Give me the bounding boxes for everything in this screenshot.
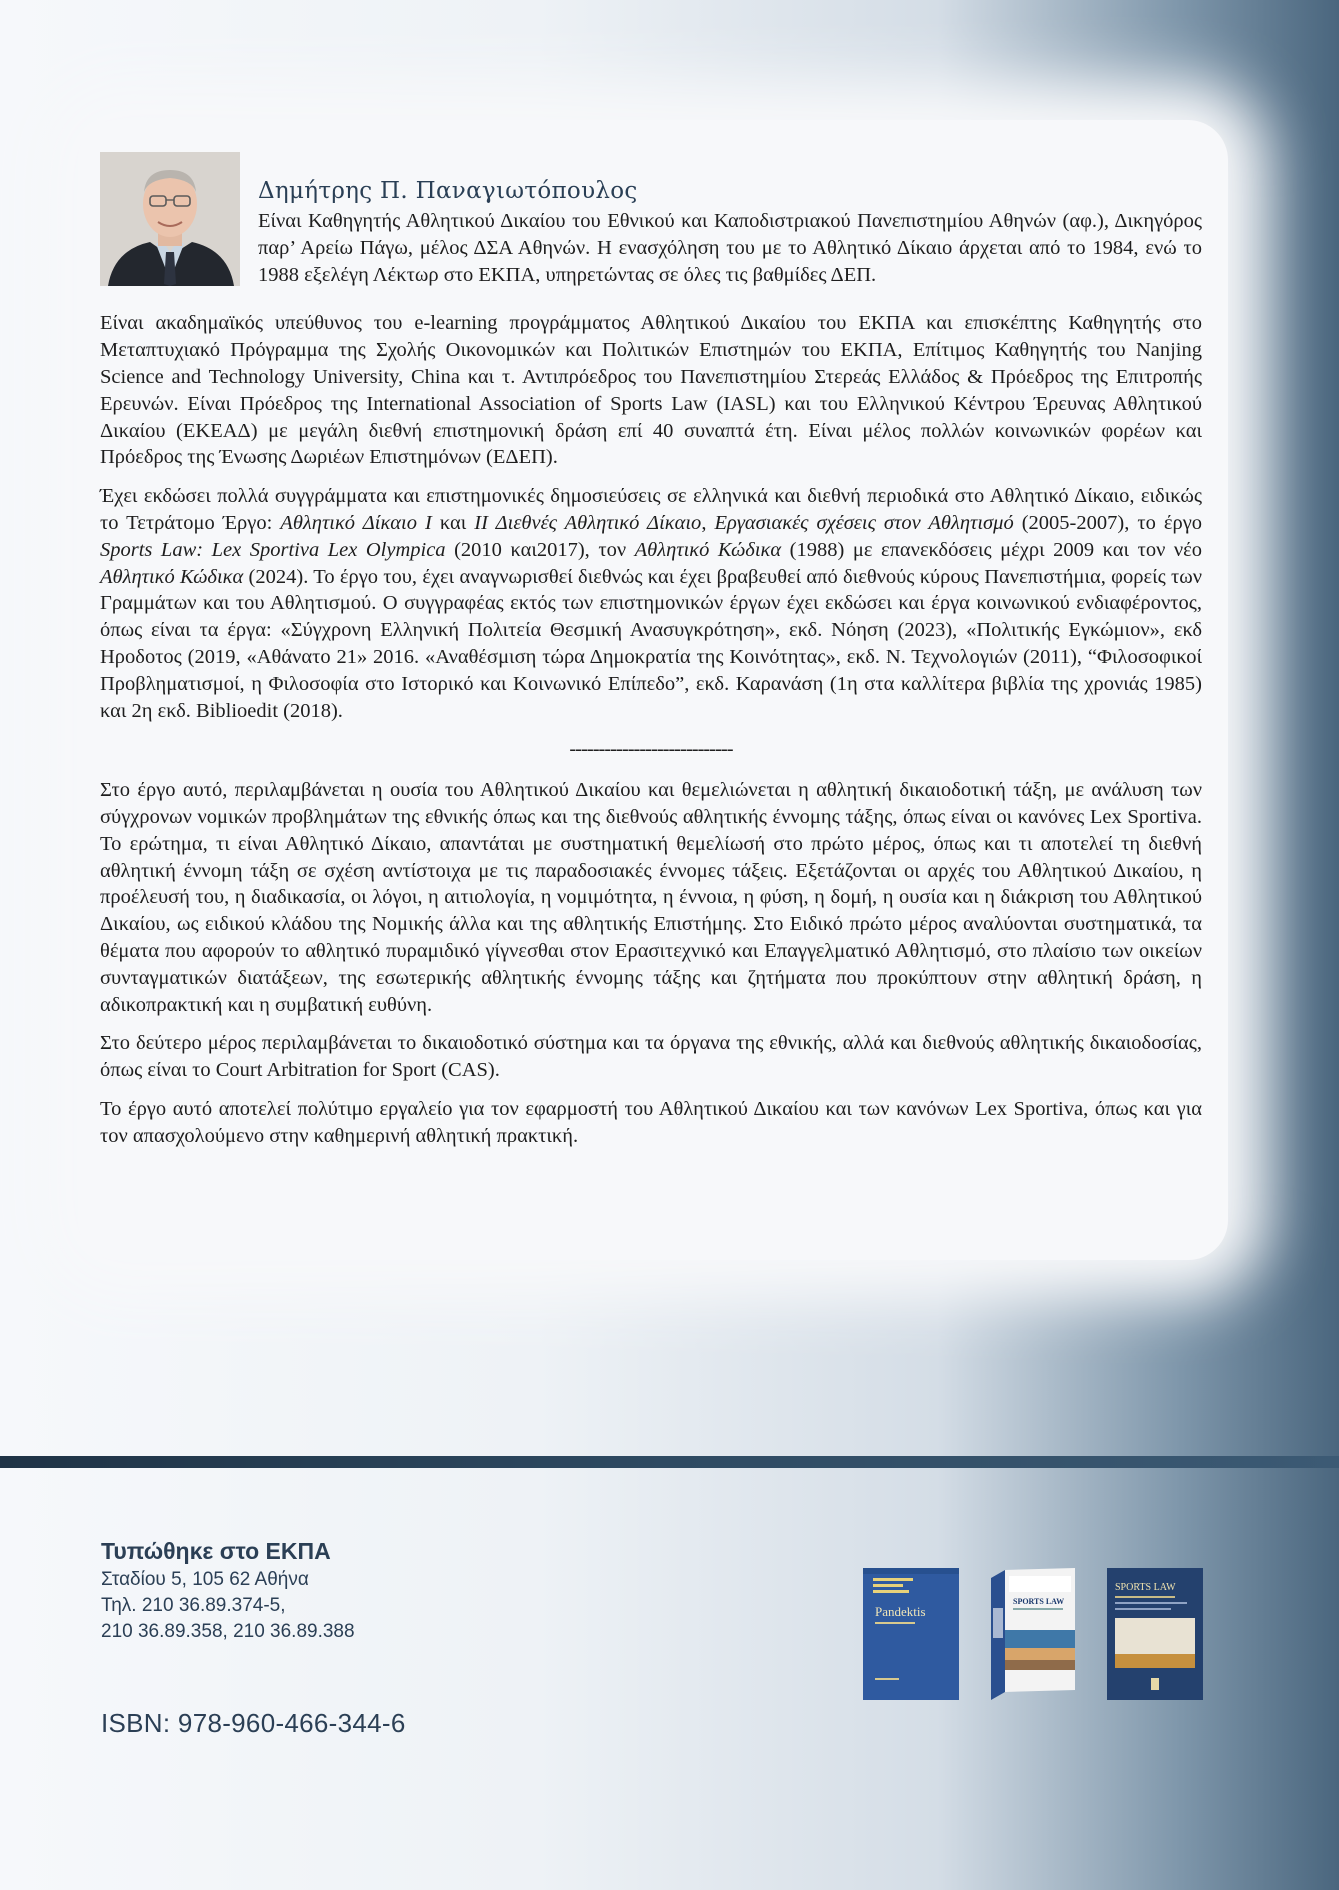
section-separator: ----------------------------	[569, 738, 733, 761]
imprint-phone-1: Τηλ. 210 36.89.374-5,	[101, 1595, 286, 1616]
book-title-1: Pandektis	[875, 1604, 926, 1619]
author-header	[258, 176, 1202, 288]
publications-paragraph	[100, 483, 1202, 724]
book-cover-pandektis	[863, 1568, 959, 1705]
pub-text-6: (1988) με επανεκδόσεις μέχρι 2009 και τον νέο	[781, 538, 1203, 561]
pub-text-5: (2010 και2017), τον	[445, 538, 635, 561]
pub-text-3: ,	[701, 511, 715, 534]
isbn: ISBN: 978-960-466-344-6	[101, 1708, 406, 1738]
divider-bar	[0, 1456, 1339, 1468]
pub-title-2: ΙΙ Διεθνές Αθλητικό Δίκαιο	[474, 511, 702, 534]
pub-text-1: Έχει εκδώσει πολλά συγγράμματα και επιστημονικές δημοσιεύσεις σε ελληνικά και διεθνή περιοδικά στο Αθλητικό Δίκαιο, ειδικώς το Τετράτομο Έργο:	[100, 485, 1202, 534]
pub-title-1: Αθλητικό Δίκαιο Ι	[280, 511, 432, 534]
pub-text-7: (2024). Το έργο του, έχει αναγνωρισθεί διεθνώς και έχει βραβευθεί από διεθνούς κύρους Πανεπιστήμια, φορείς των Γραμμάτων και του Αθλητισμού. Ο συγγραφέας εκτός των επιστημονικών έργων έχει εκδώσει και έργα κοινωνικού ενδιαφέροντος, όπως είναι τα έργα: «Σύγχρονη Ελληνική Πολιτεία Θεσμική Ανασυγκρότηση», εκδ. Νόηση (2023), «Πολιτικής Εγκώμιον», εκδ Ηροδοτος (2019, «Αθάνατο 21» 2016. «Αναθέσμιση τώρα Δημοκρατία της Κοινότητας», εκδ. Ν. Τεχνολογιών (2011), “Φιλοσοφικοί Προβληματισμοί, η Φιλοσοφία στο Ιστορικό και Κοινωνικό Επίπεδο”, εκδ. Καρανάση (1η στα καλλίτερα βιβλία της χρονιάς 1985) και 2η εκδ. Biblioedit (2018).	[100, 565, 1202, 722]
pub-title-3: Εργασιακές σχέσεις στον Αθλητισμό	[714, 511, 1014, 534]
imprint-phone-2: 210 36.89.358, 210 36.89.388	[101, 1621, 355, 1642]
description-paragraph-3: Το έργο αυτό αποτελεί πολύτιμο εργαλείο για τον εφαρμοστή του Αθλητικού Δικαίου και των κανόνων Lex Sportiva, όπως και για τον απασχολούμενο στην καθημερινή αθλητική πρακτική.	[100, 1097, 1202, 1147]
book-cover-sports-law	[1107, 1568, 1203, 1705]
pub-title-4: Sports Law: Lex Sportiva Lex Olympica	[100, 538, 446, 561]
back-cover-text	[100, 152, 1202, 1162]
imprint-address: Σταδίου 5, 105 62 Αθήνα	[101, 1569, 309, 1590]
author-name: Δημήτρης Π. Παναγιωτόπουλος	[258, 178, 638, 204]
book-cover-sports-law-box	[991, 1568, 1077, 1705]
description-paragraph-1: Στο έργο αυτό, περιλαμβάνεται η ουσία του Αθλητικού Δικαίου και θεμελιώνεται η αθλητική δικαιοδοτική τάξη, με ανάλυση των σύγχρονων νομικών προβλημάτων της εθνικής όπως και της διεθνούς αθλητικής έννομης τάξης, όπως είναι οι κανόνες Lex Sportiva. Το ερώτημα, τι είναι Αθλητικό Δίκαιο, απαντάται με συστηματική θεμελίωσή στο πρώτο μέρος, όπως και τι αποτελεί τη διεθνή αθλητική έννομη τάξη σε σχέση αντίστοιχα με τις παραδοσιακές έννομες τάξεις. Εξετάζονται οι αρχές του Αθλητικού Δικαίου, η προέλευσή του, η διαδικασία, οι λόγοι, η αιτιολογία, η νομιμότητα, η έννοια, η φύση, η δομή, η ουσία και η διάκριση του Αθλητικού Δικαίου, ως ειδικού κλάδου της Νομικής άλλα και της αθλητικής Επιστήμης. Στο Ειδικό πρώτο μέρος αναλύονται συστηματικά, τα θέματα που αφορούν το αθλητικό πυραμιδικό γίγνεσθαι στον Ερασιτεχνικό και Επαγγελματικό Αθλητισμό, στο πλαίσιο των οικείων συνταγματικών διατάξεων, της εσωτερικής αθλητικής έννομης τάξης και ζητήματα που προκύπτουν στην αθλητική δράση, η αδικοπρακτική και η συμβατική ευθύνη.	[100, 779, 1202, 1016]
imprint-title: Τυπώθηκε στο ΕΚΠΑ	[101, 1538, 331, 1564]
imprint-block	[101, 1535, 355, 1645]
author-bio: Είναι ακαδημαϊκός υπεύθυνος του e-learning προγράμματος Αθλητικού Δικαίου του ΕΚΠΑ και επισκέπτης Καθηγητής στο Μεταπτυχιακό Πρόγραμμα της Σχολής Οικονομικών και Πολιτικών Επιστημών του ΕΚΠΑ, Επίτιμος Καθηγητής του Nanjing Science and Technology University, China και τ. Αντιπρόεδρος του Πανεπιστημίου Στερεάς Ελλάδος & Πρόεδρος της Επιτροπής Ερευνών. Είναι Πρόεδρος της International Association of Sports Law (IASL) και του Ελληνικού Κέντρου Έρευνας Αθλητικού Δικαίου (ΕΚΕΑΔ) με μεγάλη διεθνή επιστημονική δράση επί 40 συναπτά έτη. Είναι μέλος πολλών κοινωνικών φορέων και Πρόεδρος της Ένωσης Δωριέων Επιστημόνων (ΕΔΕΠ).	[100, 312, 1202, 469]
description-paragraph-2: Στο δεύτερο μέρος περιλαμβάνεται το δικαιοδοτικό σύστημα και τα όργανα της εθνικής, αλλά και διεθνούς αθλητικής δικαιοδοσίας, όπως είναι το Court Arbitration for Sport (CAS).	[100, 1032, 1202, 1082]
book-title-3: SPORTS LAW	[1115, 1582, 1176, 1593]
author-intro: Είναι Καθηγητής Αθλητικού Δικαίου του Εθνικού και Καποδιστριακού Πανεπιστημίου Αθηνών (αφ.), Δικηγόρος παρ’ Αρείω Πάγω, μέλος ΔΣΑ Αθηνών. Η ενασχόληση του με το Αθλητικό Δίκαιο άρχεται από το 1984, ενώ το 1988 εξελέγη Λέκτωρ στο ΕΚΠΑ, υπηρετώντας σε όλες τις βαθμίδες ΔΕΠ.	[258, 210, 1202, 286]
pub-title-6: Αθλητικό Κώδικα	[100, 565, 244, 588]
book-title-2: SPORTS LAW	[1013, 1597, 1065, 1606]
pub-text-4: (2005-2007), το έργο	[1013, 511, 1203, 534]
pub-text-2: και	[431, 511, 475, 534]
pub-title-5: Αθλητικό Κώδικα	[634, 538, 782, 561]
